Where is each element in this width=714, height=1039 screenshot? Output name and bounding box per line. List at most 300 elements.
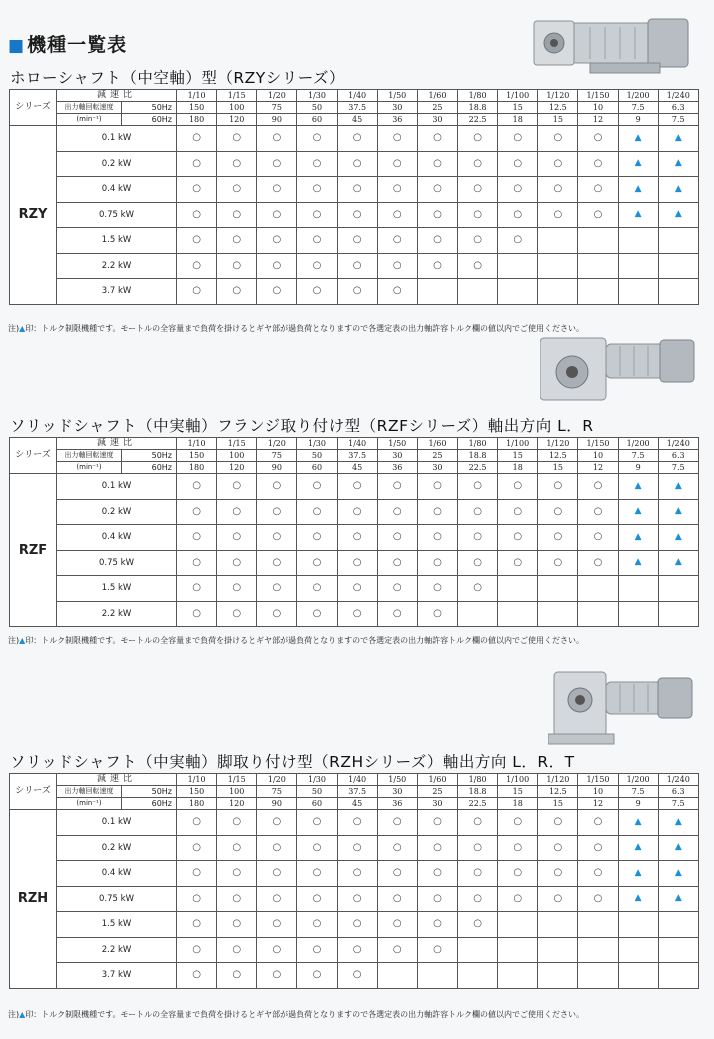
- ratio-header: 1/100: [498, 438, 538, 450]
- available-mark: ○: [377, 126, 417, 152]
- hz60-label: 60Hz: [122, 462, 177, 474]
- available-mark: ○: [377, 177, 417, 203]
- available-mark: ○: [578, 474, 618, 500]
- available-mark: ○: [538, 525, 578, 551]
- empty-cell: [578, 937, 618, 963]
- table-row: [10, 963, 699, 989]
- available-mark: ○: [217, 576, 257, 602]
- available-mark: ○: [578, 177, 618, 203]
- available-mark: ○: [257, 861, 297, 887]
- speed-60hz: 12: [578, 462, 618, 474]
- speed-unit-label: (min⁻¹): [57, 798, 122, 810]
- available-mark: ○: [498, 861, 538, 887]
- ratio-header: 1/50: [377, 90, 417, 102]
- speed-60hz: 7.5: [658, 462, 698, 474]
- available-mark: ○: [578, 861, 618, 887]
- available-mark: ○: [578, 499, 618, 525]
- available-mark: ○: [337, 228, 377, 254]
- available-mark: ○: [297, 499, 337, 525]
- speed-50hz: 50: [297, 102, 337, 114]
- empty-cell: [578, 963, 618, 989]
- ratio-header: 1/10: [177, 438, 217, 450]
- speed-50hz: 15: [498, 102, 538, 114]
- available-mark: ○: [177, 126, 217, 152]
- series-header: シリーズ: [10, 774, 57, 810]
- speed-50hz: 15: [498, 450, 538, 462]
- ratio-header: 1/30: [297, 438, 337, 450]
- table-row: [10, 525, 699, 551]
- output-speed-label: 出力軸回転速度: [57, 102, 122, 114]
- empty-cell: [658, 279, 698, 305]
- torque-limited-mark: ▲: [618, 474, 658, 500]
- motor-capacity: 0.1 kW: [57, 474, 177, 500]
- table-row: [10, 253, 699, 279]
- motor-capacity: 0.4 kW: [57, 861, 177, 887]
- empty-cell: [538, 963, 578, 989]
- available-mark: ○: [337, 279, 377, 305]
- ratio-header: 1/30: [297, 774, 337, 786]
- hz50-label: 50Hz: [122, 450, 177, 462]
- table-row: [10, 228, 699, 254]
- speed-60hz: 120: [217, 462, 257, 474]
- speed-60hz: 90: [257, 114, 297, 126]
- speed-50hz: 100: [217, 786, 257, 798]
- speed-60hz: 180: [177, 462, 217, 474]
- table-row: [10, 499, 699, 525]
- available-mark: ○: [257, 912, 297, 938]
- available-mark: ○: [538, 202, 578, 228]
- speed-60hz: 90: [257, 462, 297, 474]
- section-title-rzh: ソリッドシャフト（中実軸）脚取り付け型（RZHシリーズ）軸出方向 L．R．T: [10, 753, 575, 771]
- available-mark: ○: [177, 576, 217, 602]
- available-mark: ○: [498, 886, 538, 912]
- table-row: [10, 937, 699, 963]
- motor-capacity: 3.7 kW: [57, 963, 177, 989]
- motor-capacity: 2.2 kW: [57, 253, 177, 279]
- empty-cell: [658, 963, 698, 989]
- available-mark: ○: [217, 886, 257, 912]
- speed-50hz: 100: [217, 102, 257, 114]
- square-bullet-icon: ■: [8, 36, 26, 56]
- speed-50hz: 50: [297, 786, 337, 798]
- available-mark: ○: [458, 912, 498, 938]
- available-mark: ○: [177, 550, 217, 576]
- ratio-header: 1/80: [458, 90, 498, 102]
- speed-60hz: 120: [217, 114, 257, 126]
- speed-60hz: 18: [498, 462, 538, 474]
- model-table-rzy: [9, 89, 699, 305]
- available-mark: ○: [337, 886, 377, 912]
- available-mark: ○: [217, 228, 257, 254]
- speed-50hz: 25: [417, 786, 457, 798]
- empty-cell: [538, 253, 578, 279]
- available-mark: ○: [177, 177, 217, 203]
- available-mark: ○: [177, 937, 217, 963]
- speed-50hz: 75: [257, 102, 297, 114]
- note-text: 印：トルク制限機種です。モートルの全容量まで負荷を掛けるとギヤ部が過負荷となりますので各選定表の出力軸許容トルク欄の値以内でご使用ください。: [25, 636, 584, 645]
- speed-60hz: 22.5: [458, 462, 498, 474]
- empty-cell: [538, 912, 578, 938]
- torque-limited-mark: ▲: [618, 177, 658, 203]
- torque-limited-mark: ▲: [658, 151, 698, 177]
- available-mark: ○: [177, 601, 217, 627]
- table-row: [10, 151, 699, 177]
- available-mark: ○: [337, 835, 377, 861]
- table-row: [10, 474, 699, 500]
- available-mark: ○: [458, 202, 498, 228]
- speed-50hz: 75: [257, 786, 297, 798]
- ratio-header: 1/120: [538, 774, 578, 786]
- empty-cell: [578, 279, 618, 305]
- available-mark: ○: [297, 886, 337, 912]
- available-mark: ○: [217, 474, 257, 500]
- empty-cell: [658, 228, 698, 254]
- ratio-header: 1/60: [417, 90, 457, 102]
- available-mark: ○: [257, 835, 297, 861]
- empty-cell: [618, 576, 658, 602]
- empty-cell: [498, 576, 538, 602]
- available-mark: ○: [217, 835, 257, 861]
- torque-limited-mark: ▲: [618, 151, 658, 177]
- motor-capacity: 1.5 kW: [57, 912, 177, 938]
- ratio-header: 1/40: [337, 438, 377, 450]
- ratio-header: 1/240: [658, 774, 698, 786]
- available-mark: ○: [458, 151, 498, 177]
- torque-limited-mark: ▲: [658, 126, 698, 152]
- triangle-icon: ▲: [19, 324, 26, 333]
- ratio-header: 1/120: [538, 438, 578, 450]
- available-mark: ○: [417, 474, 457, 500]
- speed-60hz: 9: [618, 462, 658, 474]
- available-mark: ○: [538, 126, 578, 152]
- torque-limited-mark: ▲: [618, 525, 658, 551]
- speed-50hz: 18.8: [458, 786, 498, 798]
- empty-cell: [538, 228, 578, 254]
- series-name: RZH: [10, 810, 57, 989]
- motor-capacity: 0.2 kW: [57, 835, 177, 861]
- speed-50hz: 6.3: [658, 102, 698, 114]
- series-header: シリーズ: [10, 438, 57, 474]
- speed-unit-label: (min⁻¹): [57, 462, 122, 474]
- speed-50hz: 75: [257, 450, 297, 462]
- available-mark: ○: [257, 886, 297, 912]
- ratio-header: 1/150: [578, 90, 618, 102]
- table-row: [10, 550, 699, 576]
- torque-limited-mark: ▲: [618, 835, 658, 861]
- speed-60hz: 60: [297, 114, 337, 126]
- available-mark: ○: [458, 499, 498, 525]
- available-mark: ○: [498, 499, 538, 525]
- speed-unit-label: (min⁻¹): [57, 114, 122, 126]
- torque-limited-mark: ▲: [618, 550, 658, 576]
- available-mark: ○: [297, 810, 337, 836]
- speed-50hz: 10: [578, 450, 618, 462]
- speed-50hz: 12.5: [538, 450, 578, 462]
- available-mark: ○: [458, 474, 498, 500]
- empty-cell: [458, 279, 498, 305]
- available-mark: ○: [257, 601, 297, 627]
- torque-limited-mark: ▲: [658, 474, 698, 500]
- available-mark: ○: [458, 253, 498, 279]
- available-mark: ○: [337, 550, 377, 576]
- available-mark: ○: [297, 279, 337, 305]
- speed-60hz: 30: [417, 462, 457, 474]
- reduction-ratio-label: 減速比: [57, 438, 177, 450]
- ratio-header: 1/60: [417, 438, 457, 450]
- speed-60hz: 30: [417, 798, 457, 810]
- available-mark: ○: [377, 253, 417, 279]
- torque-limited-mark: ▲: [658, 835, 698, 861]
- available-mark: ○: [377, 550, 417, 576]
- available-mark: ○: [377, 151, 417, 177]
- table-row: [10, 912, 699, 938]
- available-mark: ○: [177, 474, 217, 500]
- empty-cell: [618, 912, 658, 938]
- available-mark: ○: [217, 499, 257, 525]
- available-mark: ○: [297, 550, 337, 576]
- speed-50hz: 30: [377, 786, 417, 798]
- empty-cell: [658, 576, 698, 602]
- available-mark: ○: [377, 202, 417, 228]
- available-mark: ○: [458, 835, 498, 861]
- motor-capacity: 0.2 kW: [57, 499, 177, 525]
- hz60-label: 60Hz: [122, 798, 177, 810]
- available-mark: ○: [177, 810, 217, 836]
- torque-limited-mark: ▲: [618, 861, 658, 887]
- available-mark: ○: [498, 550, 538, 576]
- available-mark: ○: [377, 525, 417, 551]
- available-mark: ○: [257, 279, 297, 305]
- available-mark: ○: [377, 835, 417, 861]
- ratio-header: 1/20: [257, 438, 297, 450]
- available-mark: ○: [417, 550, 457, 576]
- empty-cell: [417, 963, 457, 989]
- speed-60hz: 120: [217, 798, 257, 810]
- available-mark: ○: [417, 151, 457, 177]
- available-mark: ○: [217, 861, 257, 887]
- model-table-rzh: [9, 773, 699, 989]
- table-row: [10, 601, 699, 627]
- speed-50hz: 150: [177, 786, 217, 798]
- speed-60hz: 36: [377, 462, 417, 474]
- available-mark: ○: [337, 499, 377, 525]
- output-speed-label: 出力軸回転速度: [57, 450, 122, 462]
- available-mark: ○: [257, 525, 297, 551]
- available-mark: ○: [257, 576, 297, 602]
- available-mark: ○: [417, 576, 457, 602]
- available-mark: ○: [417, 835, 457, 861]
- ratio-header: 1/20: [257, 774, 297, 786]
- speed-50hz: 30: [377, 450, 417, 462]
- available-mark: ○: [177, 253, 217, 279]
- available-mark: ○: [498, 835, 538, 861]
- speed-50hz: 10: [578, 102, 618, 114]
- series-header: シリーズ: [10, 90, 57, 126]
- empty-cell: [377, 963, 417, 989]
- empty-cell: [618, 601, 658, 627]
- speed-60hz: 45: [337, 114, 377, 126]
- hz50-label: 50Hz: [122, 786, 177, 798]
- available-mark: ○: [257, 810, 297, 836]
- available-mark: ○: [498, 177, 538, 203]
- available-mark: ○: [177, 228, 217, 254]
- table-row: [10, 861, 699, 887]
- empty-cell: [458, 937, 498, 963]
- triangle-icon: ▲: [19, 636, 26, 645]
- speed-50hz: 18.8: [458, 102, 498, 114]
- reduction-ratio-label: 減速比: [57, 90, 177, 102]
- available-mark: ○: [498, 474, 538, 500]
- empty-cell: [578, 601, 618, 627]
- motor-capacity: 0.1 kW: [57, 810, 177, 836]
- available-mark: ○: [417, 601, 457, 627]
- speed-50hz: 50: [297, 450, 337, 462]
- available-mark: ○: [217, 126, 257, 152]
- available-mark: ○: [257, 937, 297, 963]
- available-mark: ○: [217, 810, 257, 836]
- available-mark: ○: [337, 177, 377, 203]
- available-mark: ○: [257, 550, 297, 576]
- available-mark: ○: [578, 810, 618, 836]
- speed-60hz: 12: [578, 114, 618, 126]
- torque-limited-mark: ▲: [618, 126, 658, 152]
- ratio-header: 1/200: [618, 90, 658, 102]
- ratio-header: 1/50: [377, 774, 417, 786]
- empty-cell: [618, 228, 658, 254]
- torque-limited-mark: ▲: [658, 177, 698, 203]
- available-mark: ○: [578, 202, 618, 228]
- motor-capacity: 2.2 kW: [57, 601, 177, 627]
- available-mark: ○: [177, 886, 217, 912]
- speed-50hz: 10: [578, 786, 618, 798]
- available-mark: ○: [498, 228, 538, 254]
- empty-cell: [658, 601, 698, 627]
- ratio-header: 1/100: [498, 90, 538, 102]
- available-mark: ○: [377, 279, 417, 305]
- available-mark: ○: [297, 177, 337, 203]
- empty-cell: [538, 576, 578, 602]
- torque-limit-note: [8, 323, 584, 334]
- available-mark: ○: [538, 835, 578, 861]
- speed-60hz: 15: [538, 114, 578, 126]
- available-mark: ○: [217, 177, 257, 203]
- speed-60hz: 36: [377, 114, 417, 126]
- motor-capacity: 0.4 kW: [57, 525, 177, 551]
- available-mark: ○: [578, 886, 618, 912]
- available-mark: ○: [417, 525, 457, 551]
- table-row: [10, 886, 699, 912]
- available-mark: ○: [377, 937, 417, 963]
- available-mark: ○: [538, 810, 578, 836]
- available-mark: ○: [177, 963, 217, 989]
- available-mark: ○: [257, 151, 297, 177]
- available-mark: ○: [498, 151, 538, 177]
- speed-60hz: 22.5: [458, 798, 498, 810]
- ratio-header: 1/40: [337, 90, 377, 102]
- torque-limited-mark: ▲: [658, 202, 698, 228]
- motor-capacity: 0.4 kW: [57, 177, 177, 203]
- available-mark: ○: [337, 126, 377, 152]
- available-mark: ○: [257, 499, 297, 525]
- speed-50hz: 25: [417, 102, 457, 114]
- empty-cell: [578, 228, 618, 254]
- available-mark: ○: [458, 228, 498, 254]
- torque-limited-mark: ▲: [658, 810, 698, 836]
- available-mark: ○: [257, 202, 297, 228]
- empty-cell: [578, 912, 618, 938]
- speed-50hz: 30: [377, 102, 417, 114]
- torque-limit-note: [8, 635, 584, 646]
- torque-limited-mark: ▲: [658, 861, 698, 887]
- available-mark: ○: [337, 601, 377, 627]
- speed-60hz: 60: [297, 798, 337, 810]
- available-mark: ○: [217, 601, 257, 627]
- available-mark: ○: [538, 861, 578, 887]
- speed-50hz: 100: [217, 450, 257, 462]
- available-mark: ○: [417, 886, 457, 912]
- empty-cell: [498, 912, 538, 938]
- ratio-header: 1/10: [177, 90, 217, 102]
- speed-60hz: 15: [538, 462, 578, 474]
- available-mark: ○: [377, 912, 417, 938]
- ratio-header: 1/80: [458, 774, 498, 786]
- table-row: [10, 810, 699, 836]
- available-mark: ○: [217, 525, 257, 551]
- ratio-header: 1/15: [217, 90, 257, 102]
- available-mark: ○: [337, 576, 377, 602]
- speed-60hz: 15: [538, 798, 578, 810]
- motor-capacity: 2.2 kW: [57, 937, 177, 963]
- available-mark: ○: [417, 810, 457, 836]
- empty-cell: [538, 279, 578, 305]
- speed-60hz: 60: [297, 462, 337, 474]
- available-mark: ○: [337, 202, 377, 228]
- ratio-header: 1/120: [538, 90, 578, 102]
- speed-50hz: 12.5: [538, 102, 578, 114]
- table-row: [10, 202, 699, 228]
- available-mark: ○: [297, 937, 337, 963]
- motor-capacity: 1.5 kW: [57, 576, 177, 602]
- available-mark: ○: [257, 126, 297, 152]
- available-mark: ○: [177, 202, 217, 228]
- available-mark: ○: [177, 525, 217, 551]
- available-mark: ○: [337, 937, 377, 963]
- ratio-header: 1/20: [257, 90, 297, 102]
- available-mark: ○: [337, 525, 377, 551]
- speed-50hz: 25: [417, 450, 457, 462]
- available-mark: ○: [177, 861, 217, 887]
- available-mark: ○: [498, 126, 538, 152]
- empty-cell: [618, 937, 658, 963]
- ratio-header: 1/15: [217, 438, 257, 450]
- speed-60hz: 12: [578, 798, 618, 810]
- torque-limited-mark: ▲: [658, 886, 698, 912]
- available-mark: ○: [177, 912, 217, 938]
- ratio-header: 1/240: [658, 90, 698, 102]
- output-speed-label: 出力軸回転速度: [57, 786, 122, 798]
- available-mark: ○: [337, 912, 377, 938]
- torque-limited-mark: ▲: [618, 499, 658, 525]
- table-row: [10, 576, 699, 602]
- empty-cell: [498, 253, 538, 279]
- available-mark: ○: [257, 963, 297, 989]
- available-mark: ○: [417, 126, 457, 152]
- speed-60hz: 7.5: [658, 798, 698, 810]
- torque-limited-mark: ▲: [658, 499, 698, 525]
- available-mark: ○: [217, 912, 257, 938]
- available-mark: ○: [498, 810, 538, 836]
- available-mark: ○: [578, 550, 618, 576]
